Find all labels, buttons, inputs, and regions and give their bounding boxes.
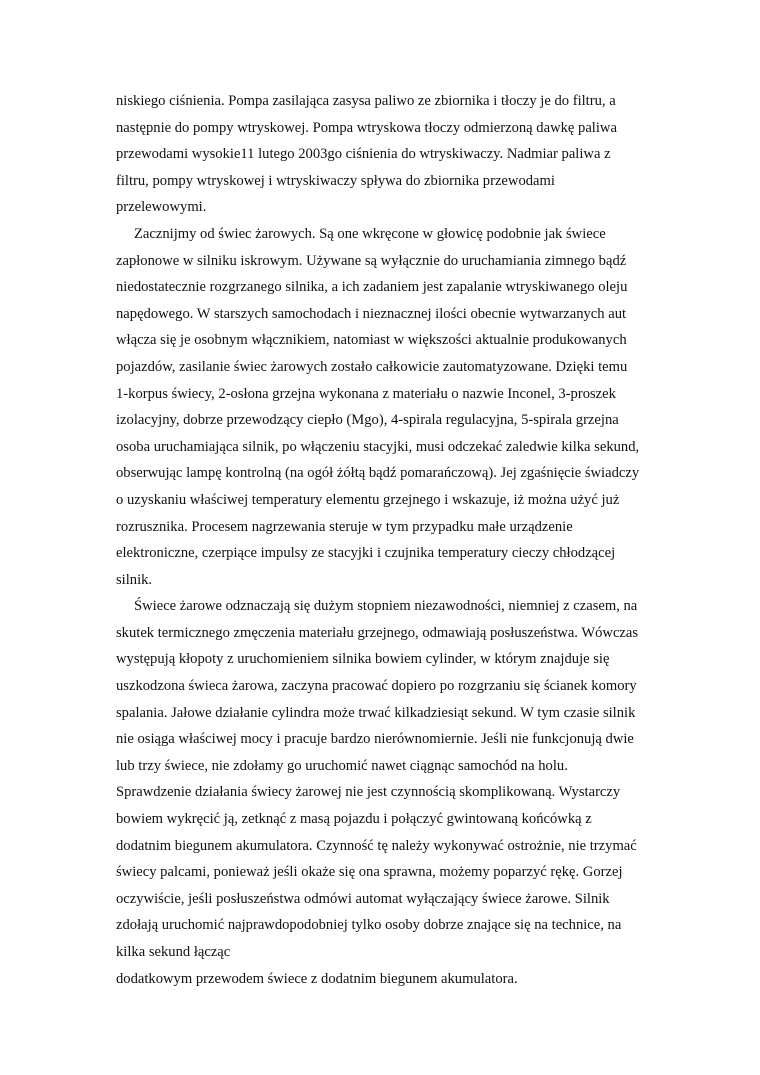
text-line: zdołają uruchomić najprawdopodobniej tylko osoby dobrze znające się na technice, na <box>116 917 622 934</box>
text-line: obserwując lampę kontrolną (na ogół żółtą bądź pomarańczową). Jej zgaśnięcie świadczy <box>116 465 640 482</box>
text-line: 1-korpus świecy, 2-osłona grzejna wykonana z materiału o nazwie Inconel, 3-proszek <box>116 385 616 402</box>
text-line: przewodami wysokie11 lutego 2003go ciśnienia do wtryskiwaczy. Nadmiar paliwa z <box>116 146 611 163</box>
text-line: spalania. Jałowe działanie cylindra może trwać kilkadziesiąt sekund. W tym czasie silnik <box>116 704 636 721</box>
text-line: filtru, pompy wtryskowej i wtryskiwaczy spływa do zbiornika przewodami <box>116 172 555 189</box>
text-line: dodatkowym przewodem świece z dodatnim biegunem akumulatora. <box>116 970 518 987</box>
text-line: bowiem wykręcić ją, zetknąć z masą pojazdu i połączyć gwintowaną końcówką z <box>116 811 592 828</box>
text-line: izolacyjny, dobrze przewodzący ciepło (Mgo), 4-spirala regulacyjna, 5-spirala grzejna <box>116 412 619 429</box>
text-line: Zacznijmy od świec żarowych. Są one wkręcone w głowicę podobnie jak świece <box>134 225 606 242</box>
text-line: pojazdów, zasilanie świec żarowych zostało całkowicie zautomatyzowane. Dzięki temu <box>116 358 628 375</box>
text-line: o uzyskaniu właściwej temperatury elementu grzejnego i wskazuje, iż można użyć już <box>116 491 620 508</box>
text-line: lub trzy świece, nie zdołamy go uruchomić nawet ciągnąc samochód na holu. <box>116 757 568 774</box>
text-line: przelewowymi. <box>116 199 207 216</box>
text-line: elektroniczne, czerpiące impulsy ze stacyjki i czujnika temperatury cieczy chłodzącej <box>116 545 616 562</box>
text-line: niskiego ciśnienia. Pompa zasilająca zasysa paliwo ze zbiornika i tłoczy je do filtru, a <box>116 93 616 109</box>
text-line: występują kłopoty z uruchomieniem silnika bowiem cylinder, w którym znajduje się <box>116 651 610 668</box>
text-line: następnie do pompy wtryskowej. Pompa wtryskowa tłoczy odmierzoną dawkę paliwa <box>116 119 617 136</box>
text-line: zapłonowe w silniku iskrowym. Używane są wyłącznie do uruchamiania zimnego bądź <box>116 252 627 269</box>
text-line: osoba uruchamiająca silnik, po włączeniu stacyjki, musi odczekać zaledwie kilka sekund, <box>116 438 640 455</box>
document-page <box>116 88 676 992</box>
text-line: dodatnim biegunem akumulatora. Czynność tę należy wykonywać ostrożnie, nie trzymać <box>116 837 637 854</box>
text-line: Sprawdzenie działania świecy żarowej nie jest czynnością skomplikowaną. Wystarczy <box>116 784 621 801</box>
text-line: niedostatecznie rozgrzanego silnika, a ich zadaniem jest zapalanie wtryskiwanego oleju <box>116 279 628 296</box>
text-line: włącza się je osobnym włącznikiem, natomiast w większości aktualnie produkowanych <box>116 332 627 349</box>
document-body <box>116 88 676 992</box>
text-line: oczywiście, jeśli posłuszeństwa odmówi automat wyłączający świece żarowe. Silnik <box>116 890 610 907</box>
text-line: rozrusznika. Procesem nagrzewania steruje w tym przypadku małe urządzenie <box>116 518 573 535</box>
text-line: skutek termicznego zmęczenia materiału grzejnego, odmawiają posłuszeństwa. Wówczas <box>116 624 639 641</box>
text-line: silnik. <box>116 571 153 588</box>
text-line: kilka sekund łącząc <box>116 944 231 960</box>
text-line: Świece żarowe odznaczają się dużym stopniem niezawodności, niemniej z czasem, na <box>134 598 638 615</box>
text-line: nie osiąga właściwej mocy i pracuje bardzo nierównomiernie. Jeśli nie funkcjonują dwie <box>116 731 634 748</box>
text-line: uszkodzona świeca żarowa, zaczyna pracować dopiero po rozgrzaniu się ścianek komory <box>116 678 637 695</box>
text-line: napędowego. W starszych samochodach i nieznacznej ilości obecnie wytwarzanych aut <box>116 305 627 322</box>
text-line: świecy palcami, ponieważ jeśli okaże się ona sprawna, możemy poparzyć rękę. Gorzej <box>116 864 623 881</box>
